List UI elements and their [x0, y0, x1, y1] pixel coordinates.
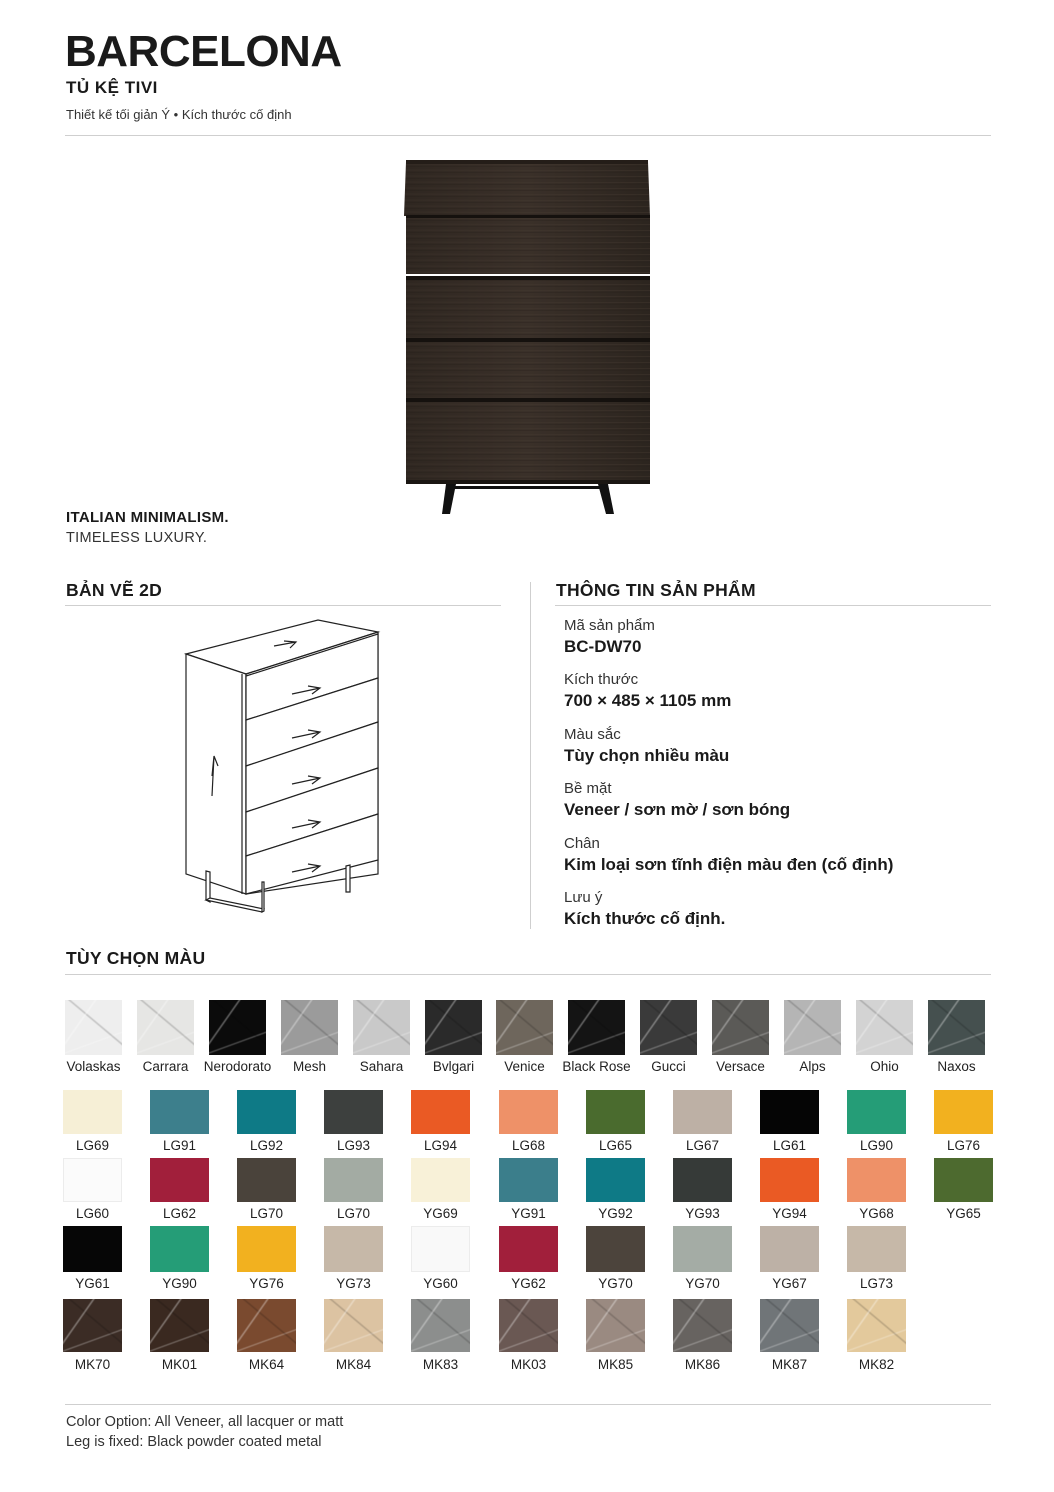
swatch-label: YG70 [685, 1276, 720, 1291]
technical-drawing [180, 616, 386, 914]
spec-item-code [564, 616, 984, 658]
swatch-sample [237, 1158, 296, 1202]
swatch-label: Gucci [651, 1059, 686, 1074]
swatch-sample [425, 1000, 482, 1055]
spec-item-dimensions [564, 670, 984, 712]
product-tagline: Thiết kế tối giản Ý • Kích thước cố định [66, 107, 292, 122]
swatch-sample [237, 1090, 296, 1134]
swatch-label: Carrara [142, 1059, 189, 1074]
swatch-label: LG60 [75, 1206, 110, 1221]
swatch-sample [150, 1226, 209, 1272]
swatch-label: MK85 [597, 1357, 634, 1372]
swatch-label: Black Rose [562, 1059, 631, 1074]
swatch-sample [760, 1226, 819, 1272]
swatch-sample [568, 1000, 625, 1055]
swatch-sample [324, 1158, 383, 1202]
swatch-sample [847, 1299, 906, 1352]
swatch-label: MK01 [161, 1357, 198, 1372]
swatch-label: MK82 [858, 1357, 895, 1372]
swatch-label: MK03 [510, 1357, 547, 1372]
swatch-sample [411, 1158, 470, 1202]
swatch-label: LG62 [162, 1206, 197, 1221]
swatch-label: MK64 [248, 1357, 285, 1372]
swatch-sample [150, 1158, 209, 1202]
swatch-sample [760, 1299, 819, 1352]
swatch-label: YG60 [423, 1276, 458, 1291]
swatch-label: LG92 [249, 1138, 284, 1153]
swatch-label: YG70 [598, 1276, 633, 1291]
swatch-sample [63, 1226, 122, 1272]
swatch-label: YG76 [249, 1276, 284, 1291]
swatch-label: Bvlgari [432, 1059, 475, 1074]
spec-value: BC-DW70 [564, 637, 642, 656]
swatch-label: LG65 [598, 1138, 633, 1153]
swatch-sample [586, 1158, 645, 1202]
swatch-sample [353, 1000, 410, 1055]
swatch-sample [586, 1226, 645, 1272]
swatch-sample [928, 1000, 985, 1055]
spec-item-legs [564, 834, 984, 876]
swatch-label: Alps [799, 1059, 826, 1074]
swatch-label: YG92 [598, 1206, 633, 1221]
swatch-label: LG94 [423, 1138, 458, 1153]
swatch-label: Venice [504, 1059, 545, 1074]
footer-divider [65, 1404, 991, 1405]
slogan-line-2: TIMELESS LUXURY. [66, 530, 208, 546]
colors-section-divider [65, 974, 991, 975]
swatch-sample [784, 1000, 841, 1055]
swatch-label: YG91 [511, 1206, 546, 1221]
swatch-sample [237, 1226, 296, 1272]
swatch-label: YG90 [162, 1276, 197, 1291]
colors-section-title: TÙY CHỌN MÀU [66, 948, 206, 968]
spec-label: Bề mặt [564, 780, 612, 797]
spec-label: Kích thước [564, 671, 639, 688]
spec-item-surface [564, 779, 984, 821]
swatch-sample [760, 1158, 819, 1202]
swatch-sample [150, 1299, 209, 1352]
swatch-sample [586, 1090, 645, 1134]
swatch-sample [237, 1299, 296, 1352]
swatch-label: LG70 [249, 1206, 284, 1221]
swatch-sample [712, 1000, 769, 1055]
swatch-sample [499, 1158, 558, 1202]
swatch-sample [209, 1000, 266, 1055]
swatch-label: YG73 [336, 1276, 371, 1291]
swatch-sample [324, 1299, 383, 1352]
swatch-sample [499, 1226, 558, 1272]
swatch-label: Naxos [937, 1059, 976, 1074]
swatch-label: LG93 [336, 1138, 371, 1153]
swatch-sample [281, 1000, 338, 1055]
swatch-sample [411, 1090, 470, 1134]
drawing-section-title: BẢN VẼ 2D [66, 580, 163, 600]
swatch-sample [586, 1299, 645, 1352]
swatch-sample [847, 1226, 906, 1272]
swatch-sample [673, 1226, 732, 1272]
spec-value: Kích thước cố định. [564, 909, 726, 928]
swatch-sample [496, 1000, 553, 1055]
swatch-sample [673, 1090, 732, 1134]
swatch-label: Nerodorato [203, 1059, 272, 1074]
swatch-label: LG91 [162, 1138, 197, 1153]
swatch-label: YG93 [685, 1206, 720, 1221]
header-divider [65, 135, 991, 136]
spec-value: Veneer / sơn mờ / sơn bóng [564, 800, 791, 819]
swatch-label: LG70 [336, 1206, 371, 1221]
swatch-sample [856, 1000, 913, 1055]
spec-item-note [564, 888, 984, 930]
swatch-sample [934, 1090, 993, 1134]
swatch-label: MK83 [422, 1357, 459, 1372]
swatch-label: YG65 [946, 1206, 981, 1221]
swatch-label: YG69 [423, 1206, 458, 1221]
info-section-title: THÔNG TIN SẢN PHẨM [556, 580, 756, 600]
spec-label: Lưu ý [564, 889, 603, 906]
spec-value: 700 × 485 × 1105 mm [564, 691, 732, 710]
swatch-label: YG62 [511, 1276, 546, 1291]
product-title: BARCELONA [65, 27, 342, 76]
info-section-divider [555, 605, 991, 606]
swatch-sample [137, 1000, 194, 1055]
swatch-label: MK70 [74, 1357, 111, 1372]
swatch-sample [760, 1090, 819, 1134]
swatch-sample [847, 1158, 906, 1202]
drawing-section-divider [65, 605, 501, 606]
swatch-sample [63, 1090, 122, 1134]
spec-value: Kim loại sơn tĩnh điện màu đen (cố định) [564, 855, 894, 874]
swatch-sample [673, 1299, 732, 1352]
spec-item-color [564, 725, 984, 767]
swatch-sample [411, 1299, 470, 1352]
swatch-label: MK84 [335, 1357, 372, 1372]
swatch-label: LG67 [685, 1138, 720, 1153]
swatch-label: YG67 [772, 1276, 807, 1291]
swatch-label: Mesh [292, 1059, 326, 1074]
swatch-label: YG68 [859, 1206, 894, 1221]
swatch-sample [499, 1090, 558, 1134]
swatch-label: LG69 [75, 1138, 110, 1153]
swatch-sample [640, 1000, 697, 1055]
swatch-sample [934, 1158, 993, 1202]
swatch-sample [324, 1226, 383, 1272]
swatch-label: LG90 [859, 1138, 894, 1153]
swatch-sample [324, 1090, 383, 1134]
footer-line-1: Color Option: All Veneer, all lacquer or matt [66, 1414, 344, 1430]
swatch-sample [411, 1226, 470, 1272]
swatch-label: Ohio [870, 1059, 899, 1074]
swatch-sample [63, 1299, 122, 1352]
swatch-label: YG94 [772, 1206, 807, 1221]
footer-line-2: Leg is fixed: Black powder coated metal [66, 1434, 322, 1450]
swatch-label: LG61 [772, 1138, 807, 1153]
swatch-label: Volaskas [66, 1059, 121, 1074]
spec-label: Chân [564, 835, 600, 852]
section-vertical-divider [530, 582, 531, 929]
swatch-label: MK87 [771, 1357, 808, 1372]
swatch-label: LG73 [859, 1276, 894, 1291]
swatch-label: Versace [716, 1059, 765, 1074]
swatch-sample [65, 1000, 122, 1055]
spec-label: Màu sắc [564, 726, 621, 743]
swatch-sample [499, 1299, 558, 1352]
swatch-sample [673, 1158, 732, 1202]
swatch-label: MK86 [684, 1357, 721, 1372]
swatch-label: YG61 [75, 1276, 110, 1291]
swatch-label: Sahara [359, 1059, 404, 1074]
spec-label: Mã sản phẩm [564, 617, 655, 634]
swatch-sample [847, 1090, 906, 1134]
product-subtitle: TỦ KỆ TIVI [66, 78, 158, 97]
swatch-sample [150, 1090, 209, 1134]
product-image [398, 156, 656, 518]
swatch-sample [63, 1158, 122, 1202]
spec-value: Tùy chọn nhiều màu [564, 746, 730, 765]
swatch-label: LG68 [511, 1138, 546, 1153]
slogan-line-1: ITALIAN MINIMALISM. [66, 509, 229, 526]
swatch-label: LG76 [946, 1138, 981, 1153]
